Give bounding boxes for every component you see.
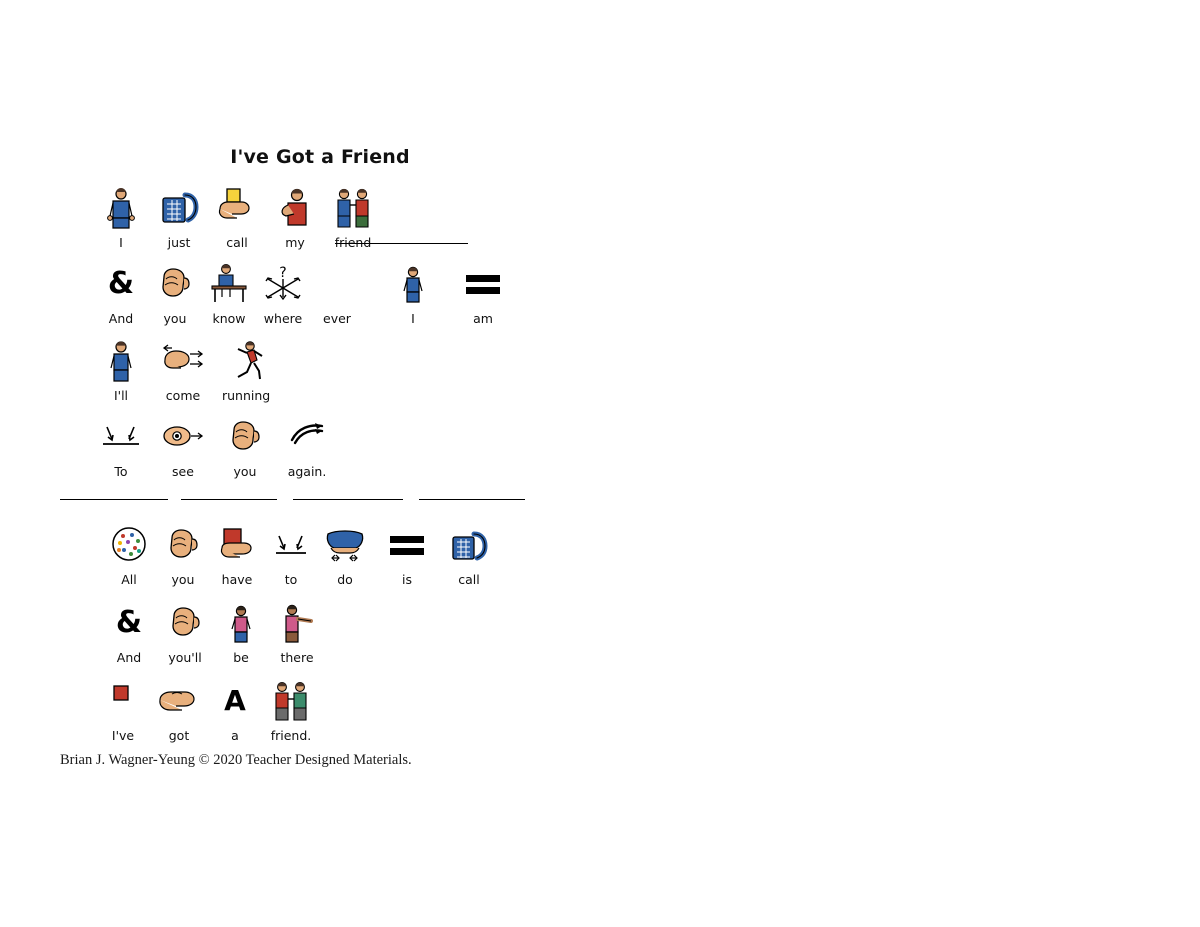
symbol-word: I've: [111, 728, 135, 743]
symbol-word: I: [119, 235, 123, 250]
symbol-word: is: [402, 572, 412, 587]
person-pink-shirt-icon: [218, 600, 264, 646]
symbol-cell: [390, 261, 436, 326]
symbol-word: call: [226, 235, 248, 250]
pointing-hand-icon: [152, 261, 198, 307]
symbol-word: friend: [334, 235, 372, 250]
two-people-friends-icon: [268, 678, 314, 724]
symbol-cell: [106, 600, 152, 665]
person-standing-icon: [98, 185, 144, 231]
symbol-cell: [206, 261, 252, 326]
blank-4: [419, 499, 525, 500]
symbol-line-4: [98, 414, 330, 479]
symbol-word: you: [233, 464, 257, 479]
person-pointing-away-icon: [274, 600, 320, 646]
symbol-line-1: [98, 185, 376, 250]
symbol-word: All: [121, 572, 137, 587]
blank-1: [60, 499, 168, 500]
symbol-cell: [268, 522, 314, 587]
symbol-word: my: [285, 235, 305, 250]
pointing-hand-icon: [222, 414, 268, 460]
symbol-cell: [156, 185, 202, 250]
symbol-word: you: [171, 572, 195, 587]
symbol-cell: [268, 678, 314, 743]
symbol-cell: [330, 185, 376, 250]
symbol-cell: [214, 522, 260, 587]
symbol-word: I'll: [113, 388, 129, 403]
symbol-word: see: [172, 464, 194, 479]
red-square-icon: [100, 678, 146, 724]
symbol-word: have: [221, 572, 253, 587]
pointing-hand-icon: [162, 600, 208, 646]
telephone-icon: [446, 522, 492, 568]
symbol-cell: [212, 678, 258, 743]
symbol-line-2: [98, 261, 506, 326]
person-at-desk-icon: [206, 261, 252, 307]
symbol-cell: [98, 261, 144, 326]
two-people-friends-icon: [330, 185, 376, 231]
symbol-word: come: [165, 388, 201, 403]
hand-holding-red-card-icon: [214, 522, 260, 568]
symbol-cell: [98, 185, 144, 250]
svg-text:?: ?: [279, 265, 287, 281]
symbol-word: And: [116, 650, 142, 665]
symbol-cell: [322, 522, 368, 587]
symbol-word: be: [233, 650, 249, 665]
symbol-word: there: [280, 650, 314, 665]
equals-icon: [460, 261, 506, 307]
two-arrows-down-icon: [98, 414, 144, 460]
person-standing-icon: [98, 338, 144, 384]
blank-3: [293, 499, 403, 500]
symbol-word: know: [212, 311, 246, 326]
running-person-icon: [223, 338, 269, 384]
blank-2: [181, 499, 277, 500]
symbol-line-7: [100, 678, 314, 743]
page-title: I've Got a Friend: [230, 146, 410, 168]
blank-art: [314, 261, 360, 307]
hand-beckoning-icon: [160, 338, 206, 384]
symbol-word: got: [168, 728, 190, 743]
symbol-word: call: [458, 572, 480, 587]
two-arrows-down-icon: [268, 522, 314, 568]
symbol-cell: [284, 414, 330, 479]
symbol-cell: [156, 678, 202, 743]
symbol-cell: [98, 414, 144, 479]
symbol-cell: [152, 261, 198, 326]
symbol-cell: [160, 522, 206, 587]
symbol-word: to: [284, 572, 298, 587]
ampersand-icon: &: [115, 605, 143, 640]
symbol-word: a: [231, 728, 239, 743]
symbol-cell: [260, 261, 306, 326]
symbol-cell: [460, 261, 506, 326]
dots-circle-icon: [106, 522, 152, 568]
blue-hands-working-icon: [322, 522, 368, 568]
symbol-word: And: [108, 311, 134, 326]
symbol-cell: [218, 600, 264, 665]
symbol-word: running: [222, 388, 271, 403]
equals-icon: [384, 522, 430, 568]
symbol-word: again.: [287, 464, 327, 479]
symbol-cell: [106, 522, 152, 587]
symbol-cell: [384, 522, 430, 587]
symbol-cell: [98, 338, 144, 403]
symbol-word: do: [337, 572, 353, 587]
symbol-cell: [222, 338, 270, 403]
symbol-line-5: [106, 522, 492, 587]
symbol-cell: [160, 414, 206, 479]
eye-looking-icon: [160, 414, 206, 460]
blank-title-line: [335, 243, 468, 244]
symbol-word: friend.: [270, 728, 312, 743]
symbol-word: you: [163, 311, 187, 326]
symbol-cell: [314, 261, 360, 326]
open-hand-icon: [156, 678, 202, 724]
symbol-cell: [160, 338, 206, 403]
hand-holding-yellow-card-icon: [214, 185, 260, 231]
symbol-word: To: [114, 464, 128, 479]
symbol-cell: [100, 678, 146, 743]
symbol-cell: [214, 185, 260, 250]
symbol-word: where: [263, 311, 303, 326]
symbol-word: you'll: [168, 650, 202, 665]
symbol-cell: [274, 600, 320, 665]
symbol-word: ever: [323, 311, 351, 326]
symbol-cell: [446, 522, 492, 587]
symbol-word: just: [167, 235, 191, 250]
ampersand-icon: &: [107, 266, 135, 301]
symbol-cell: [222, 414, 268, 479]
telephone-icon: [156, 185, 202, 231]
question-arrows-icon: [260, 261, 306, 307]
person-pointing-self-icon: [272, 185, 318, 231]
symbol-word: I: [411, 311, 415, 326]
symbol-line-6: [106, 600, 320, 665]
swoosh-arrows-icon: [284, 414, 330, 460]
symbol-cell: [162, 600, 208, 665]
copyright-footer: Brian J. Wagner-Yeung © 2020 Teacher Designed Materials.: [60, 752, 412, 768]
symbol-cell: [272, 185, 318, 250]
letter-a-icon: A: [224, 684, 246, 717]
person-standing-icon: [390, 261, 436, 307]
symbol-word: am: [473, 311, 493, 326]
symbol-line-3: [98, 338, 270, 403]
pointing-hand-icon: [160, 522, 206, 568]
